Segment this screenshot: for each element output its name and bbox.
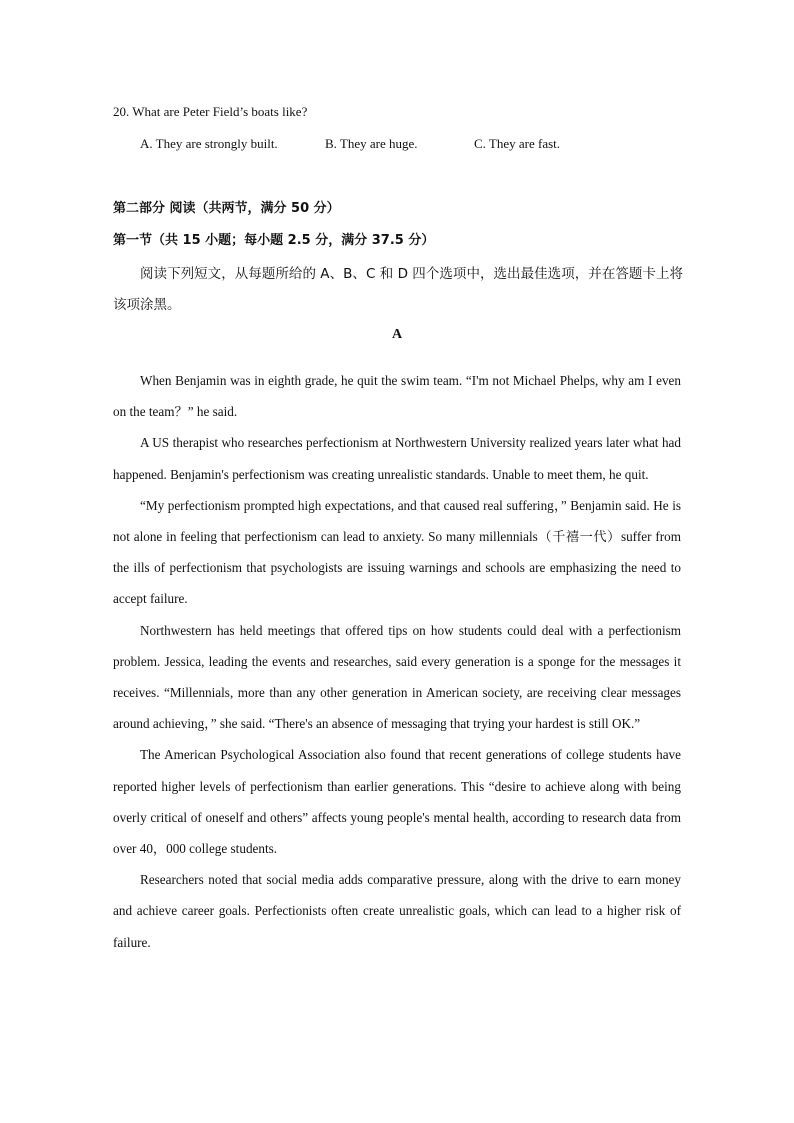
question-20-option-b: B. They are huge. xyxy=(325,136,418,151)
passage-paragraph: Northwestern has held meetings that offered tips on how students could deal with a perfectionism problem. Jessica, leading the events and researches, said every generation is a sponge for the messages it receives. “Millennials, more than any other generation in American society, are receiving clear messages around achieving，” she said. “There's an absence of messaging that trying your hardest is still OK.” xyxy=(113,622,681,732)
passage-paragraph: Researchers noted that social media adds comparative pressure, along with the drive to earn money and achieve career goals. Perfectionists often create unrealistic goals, which can lead to a higher risk of failure. xyxy=(113,872,681,950)
reading-instruction: 阅读下列短文，从每题所给的 A、B、C 和 D 四个选项中，选出最佳选项，并在答题卡上将该项涂黑。 xyxy=(113,266,683,313)
question-20-option-a: A. They are strongly built. xyxy=(140,136,278,151)
question-20-stem: 20. What are Peter Field’s boats like? xyxy=(113,104,308,119)
passage-label: A xyxy=(391,327,403,342)
part-2-title: 第二部分 阅读（共两节，满分 50 分） xyxy=(113,201,340,216)
passage-paragraph: “My perfectionism prompted high expectations, and that caused real suffering，” Benjamin said. He is not alone in feeling that perfectionism can lead to anxiety. So many millennials（千禧一代）suffer from the ills of perfectionism that psychologists are issuing warnings and schools are emphasizing the need to accept failure. xyxy=(113,497,681,607)
section-1-title: 第一节（共 15 小题；每小题 2.5 分，满分 37.5 分） xyxy=(113,233,435,248)
passage-paragraph: A US therapist who researches perfectionism at Northwestern University realized years later what had happened. Benjamin's perfectionism was creating unrealistic standards. Unable to meet them, he quit. xyxy=(113,435,681,482)
passage-paragraph: The American Psychological Association also found that recent generations of college students have reported higher levels of perfectionism than earlier generations. This “desire to achieve along with being overly critical of oneself and others” affects young people's mental health, according to research data from over 40，000 college students. xyxy=(113,747,681,857)
passage-paragraph: When Benjamin was in eighth grade, he quit the swim team. “I'm not Michael Phelps, why am I even on the team？” he said. xyxy=(113,373,681,420)
passage-a xyxy=(113,365,681,958)
question-20-option-c: C. They are fast. xyxy=(474,136,561,151)
